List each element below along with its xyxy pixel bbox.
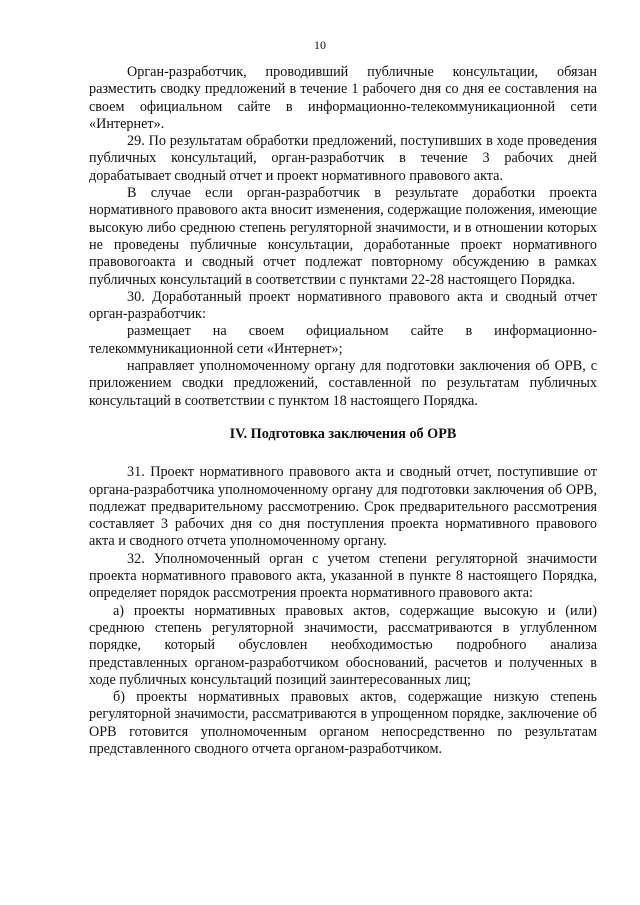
page-number: 10 xyxy=(314,38,326,52)
paragraph-30: 30. Доработанный проект нормативного правового акта и сводный отчет орган-разработчик: xyxy=(89,288,597,323)
paragraph-30-publish: размещает на своем официальном сайте в информационно-телекоммуникационной сети «Интернет»; xyxy=(89,323,597,357)
paragraph-repeat-consultation: В случае если орган-разработчик в результате доработки проекта нормативного правового акта вносит изменения, содержащие положения, имеющие высокую либо среднюю степень регуляторной значимости, и в отношении которых не проведены публичные консультации, доработанные проект нормативного правовогоакта и сводный отчет подлежат повторному обсуждению в рамках публичных консультаций в соответствии с пунктами 22-28 настоящего Порядка. xyxy=(89,185,597,288)
document-body xyxy=(89,64,597,758)
paragraph-32: 32. Уполномоченный орган с учетом степени регуляторной значимости проекта нормативного правового акта, указанной в пункте 8 настоящего Порядка, определяет порядок рассмотрения проекта нормативного правового акта: xyxy=(89,550,597,602)
section-heading: IV. Подготовка заключения об ОРВ xyxy=(229,425,457,442)
paragraph-30-send: направляет уполномоченному органу для подготовки заключения об ОРВ, с приложением сводки предложений, составленной по результатам публичных консультаций в соответствии с пунктом 18 настоящего Порядка. xyxy=(89,358,597,409)
paragraph-29: 29. По результатам обработки предложений, поступивших в ходе проведения публичных консультаций, орган-разработчик в течение 3 рабочих дней дорабатывает сводный отчет и проект нормативного правового акта. xyxy=(89,133,597,184)
paragraph-summary-publication: Орган-разработчик, проводивший публичные консультации, обязан разместить сводку предложений в течение 1 рабочего дня со дня ее составления на своем официальном сайте в информационно-телекоммуникационной сети «Интернет». xyxy=(89,64,597,132)
paragraph-32-a: а) проекты нормативных правовых актов, содержащие высокую и (или) среднюю степень регуляторной значимости, рассматриваются в углубленном порядке, который обусловлен необходимостью подробного анализа представленных органом-разработчиком обоснований, расчетов и полученных в ходе публичных консультаций позиций заинтересованных лиц; xyxy=(89,602,597,688)
paragraph-32-b: б) проекты нормативных правовых актов, содержащие низкую степень регуляторной значимости, рассматриваются в упрощенном порядке, заключение об ОРВ готовится уполномоченным органом непосредственно по результатам представленного сводного отчета органом-разработчиком. xyxy=(89,689,597,757)
paragraph-31: 31. Проект нормативного правового акта и сводный отчет, поступившие от органа-разработчика уполномоченному органу для подготовки заключения об ОРВ, подлежат предварительному рассмотрению. Срок предварительного рассмотрения составляет 3 рабочих дня со дня поступления проекта нормативного правового акта и сводного отчета уполномоченному органу. xyxy=(89,464,597,550)
